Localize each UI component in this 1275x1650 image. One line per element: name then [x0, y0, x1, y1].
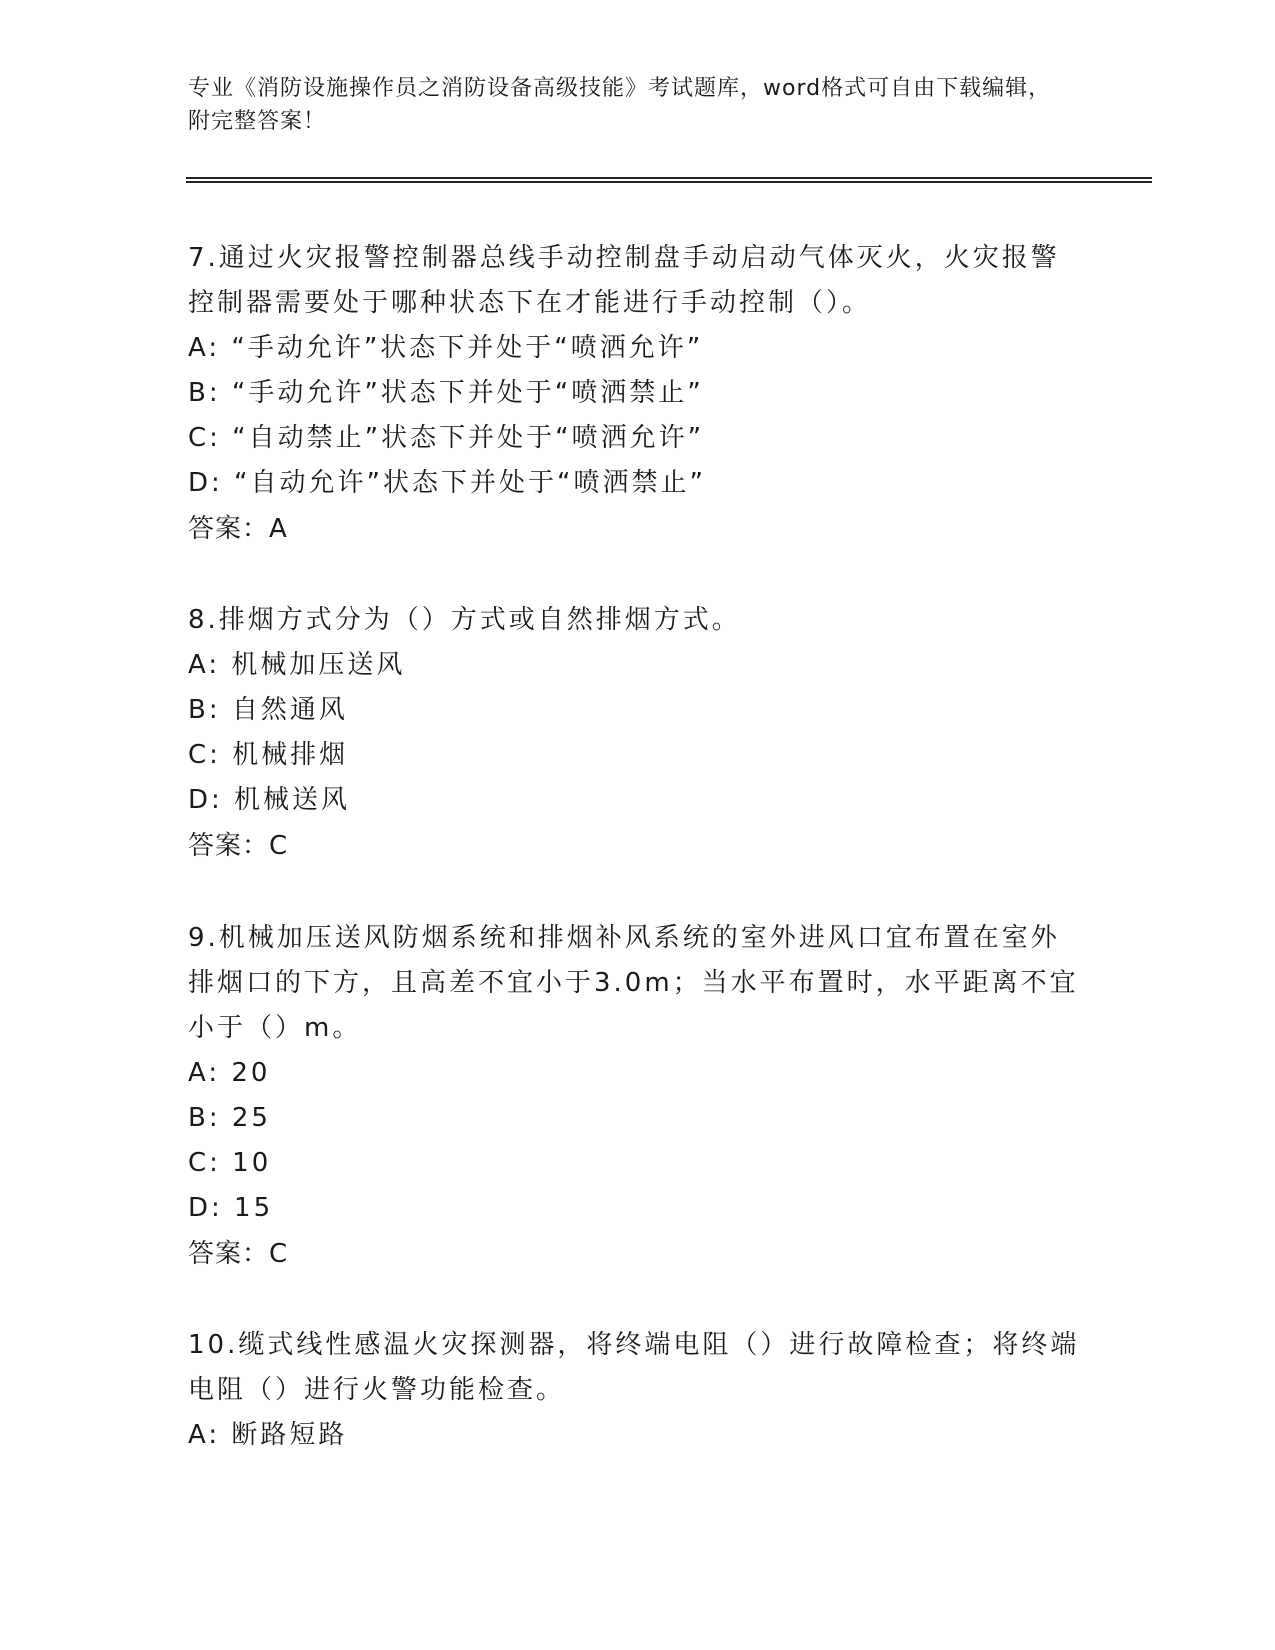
document-header: 专业《消防设施操作员之消防设备高级技能》考试题库，word格式可自由下载编辑，附完整答案！ [188, 76, 1052, 134]
option-d: D: 15 [188, 1193, 274, 1223]
question-8 [188, 598, 1088, 869]
answer: 答案：A [188, 514, 288, 544]
answer: 答案：C [188, 1239, 289, 1269]
option-a: A: 20 [188, 1058, 271, 1088]
option-d: D: 机械送风 [188, 785, 351, 815]
option-a: A: “手动允许”状态下并处于“喷洒允许” [188, 333, 704, 363]
question-10 [188, 1323, 1088, 1458]
header-divider-bottom [186, 181, 1152, 183]
option-c: C: 10 [188, 1148, 272, 1178]
option-c: C: “自动禁止”状态下并处于“喷洒允许” [188, 423, 705, 453]
question-7 [188, 236, 1088, 552]
option-b: B: 自然通风 [188, 695, 348, 725]
option-b: B: “手动允许”状态下并处于“喷洒禁止” [188, 378, 704, 408]
answer: 答案：C [188, 831, 289, 861]
question-9 [188, 916, 1088, 1277]
question-stem: 10.缆式线性感温火灾探测器，将终端电阻（）进行故障检查；将终端电阻（）进行火警功能检查。 [188, 1330, 1080, 1405]
question-stem: 7.通过火灾报警控制器总线手动控制盘手动启动气体灭火，火灾报警控制器需要处于哪种状态下在才能进行手动控制（）。 [188, 243, 1060, 318]
option-d: D: “自动允许”状态下并处于“喷洒禁止” [188, 468, 706, 498]
option-a: A: 机械加压送风 [188, 650, 406, 680]
header-divider-top [186, 177, 1152, 179]
option-a: A: 断路短路 [188, 1420, 348, 1450]
option-c: C: 机械排烟 [188, 740, 349, 770]
question-stem: 8.排烟方式分为（）方式或自然排烟方式。 [188, 605, 741, 635]
question-stem: 9.机械加压送风防烟系统和排烟补风系统的室外进风口宜布置在室外排烟口的下方，且高差不宜小于3.0m；当水平布置时，水平距离不宜小于（）m。 [188, 923, 1079, 1043]
option-b: B: 25 [188, 1103, 271, 1133]
